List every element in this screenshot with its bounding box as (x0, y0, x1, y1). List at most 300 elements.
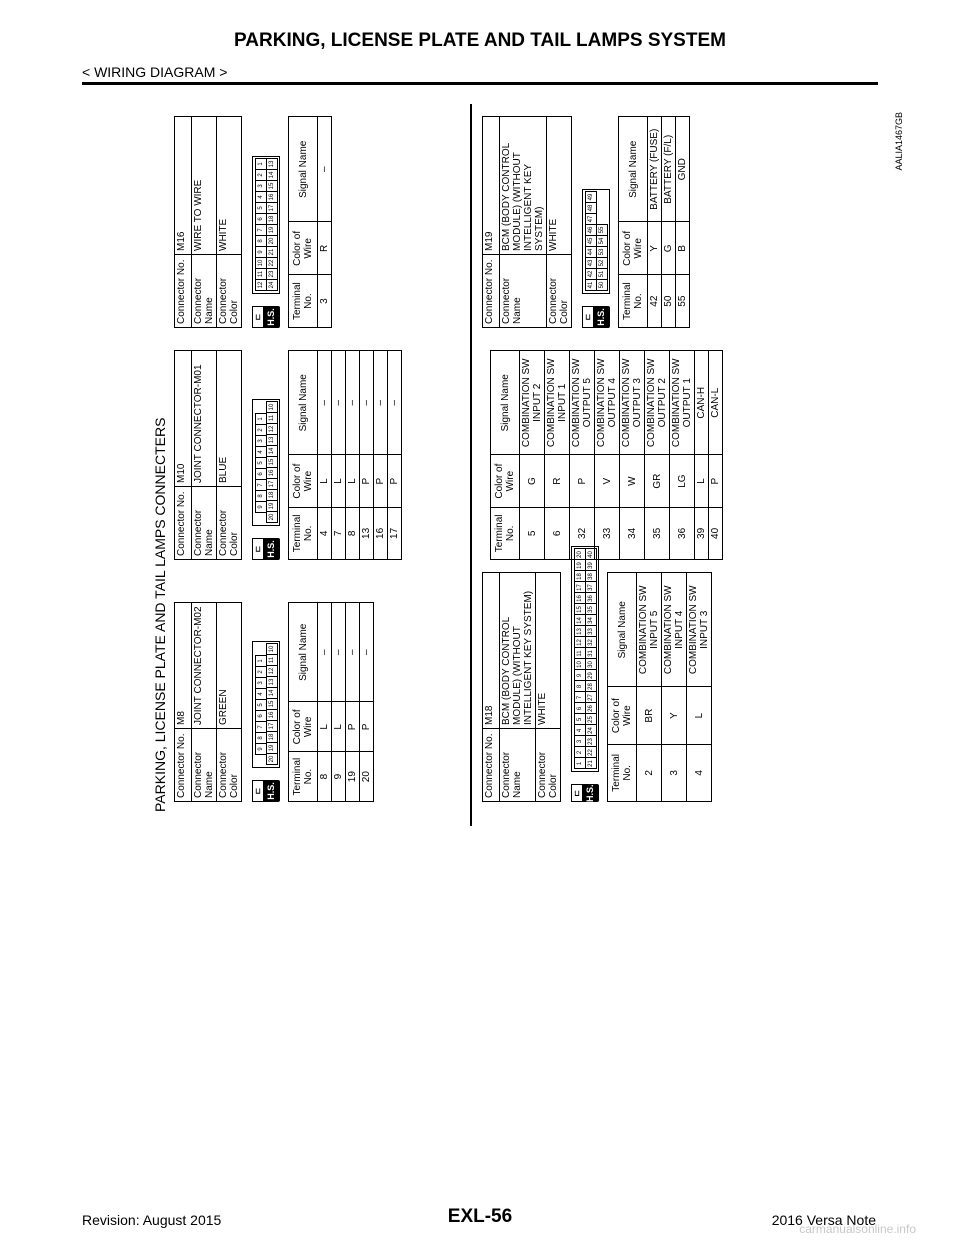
connector-face (252, 602, 280, 802)
terminal-row (346, 603, 360, 802)
pin-cell: 15 (266, 180, 278, 192)
diagram-title: PARKING, LICENSE PLATE AND TAIL LAMPS CONNECTERS (152, 417, 168, 812)
connector-symbol-icon: ⊏ (571, 784, 583, 802)
terminal-cell: 3 (662, 744, 687, 801)
terminal-cell: P (374, 455, 388, 507)
pin-cell: 1 (255, 158, 267, 170)
terminal-cell: GR (645, 455, 670, 507)
info-row (175, 117, 192, 328)
terminal-header: Color of Wire (619, 222, 648, 275)
info-label: Connector No. (175, 729, 192, 802)
terminal-row (662, 573, 687, 802)
connector-face (582, 116, 610, 328)
terminal-row (637, 573, 662, 802)
info-row (192, 117, 217, 328)
pin-cell: 19 (266, 500, 278, 512)
terminal-cell: BATTERY (FUSE) (648, 117, 662, 223)
terminal-cell: COMBINATION SW INPUT 4 (662, 573, 687, 688)
terminal-row (388, 351, 402, 560)
connector-face (252, 350, 280, 560)
terminal-cell: P (388, 455, 402, 507)
rotated-diagram-content (148, 104, 904, 826)
pin-cell: 9 (255, 743, 267, 755)
terminal-header: Signal Name (608, 573, 637, 688)
terminal-cell: – (388, 351, 402, 456)
terminal-row (676, 117, 690, 328)
pin-cell: 3 (574, 735, 586, 747)
terminal-cell: 3 (318, 275, 332, 328)
terminal-header: Terminal No. (619, 275, 648, 328)
connector-symbol-icon: ⊏ (252, 306, 264, 328)
connector-m18-continued (482, 350, 723, 560)
terminal-cell: W (620, 455, 645, 507)
terminal-table (490, 350, 723, 560)
info-label: Connector Name (192, 729, 217, 802)
terminal-cell: 7 (332, 507, 346, 559)
connector-info-table (174, 116, 242, 328)
connector-face (571, 551, 599, 802)
pin-layout (252, 641, 280, 768)
terminal-cell: 55 (676, 275, 690, 328)
terminal-table (607, 572, 712, 802)
info-value: JOINT CONNECTOR-M01 (192, 351, 217, 487)
pin-cell: 41 (585, 279, 597, 291)
pin-cell: 48 (585, 202, 597, 214)
terminal-cell: – (360, 603, 374, 703)
pin-cell: 4 (255, 191, 267, 203)
watermark: carmanualsonline.info (799, 1222, 916, 1236)
terminal-cell: 40 (709, 507, 723, 559)
terminal-row (346, 351, 360, 560)
terminal-table (288, 602, 374, 802)
terminal-header: Color of Wire (491, 455, 520, 507)
pin-cell: 17 (266, 478, 278, 490)
hs-icon: ⊏ H.S. (252, 780, 280, 802)
pin-cell: 19 (574, 559, 586, 571)
terminal-row (620, 351, 645, 560)
pin-cell: 4 (255, 688, 267, 700)
pin-cell: 3 (255, 677, 267, 689)
terminal-cell: COMBINATION SW INPUT 1 (545, 351, 570, 456)
pin-cell: 14 (266, 687, 278, 699)
pin-cell: 49 (585, 191, 597, 203)
info-row (536, 573, 561, 802)
terminal-cell: – (346, 603, 360, 703)
terminal-cell: – (318, 351, 332, 456)
pin-cell: 5 (255, 202, 267, 214)
terminal-cell: 42 (648, 275, 662, 328)
terminal-cell: 20 (360, 752, 374, 802)
terminal-header-row (289, 603, 318, 802)
info-value: WIRE TO WIRE (192, 117, 217, 255)
pin-cell: 37 (585, 581, 597, 593)
terminal-cell: – (374, 351, 388, 456)
terminal-cell: COMBINATION SW INPUT 3 (687, 573, 712, 688)
connector-symbol-icon: ⊏ (582, 306, 594, 328)
terminal-cell: L (687, 687, 712, 744)
connector-symbol-icon: ⊏ (252, 538, 264, 560)
info-value: WHITE (536, 573, 561, 729)
pin-cell: 18 (266, 731, 278, 743)
terminal-cell: 50 (662, 275, 676, 328)
pin-cell: 1 (255, 413, 267, 425)
pin-cell: 30 (585, 658, 597, 670)
pin-cell: 27 (585, 691, 597, 703)
terminal-cell: COMBINATION SW OUTPUT 2 (645, 351, 670, 456)
terminal-cell: L (318, 702, 332, 752)
terminal-cell: 19 (346, 752, 360, 802)
pin-cell: 22 (266, 257, 278, 269)
terminal-cell: – (332, 351, 346, 456)
terminal-cell: P (570, 455, 595, 507)
pin-cell: 34 (585, 614, 597, 626)
connector-info-table (174, 350, 242, 560)
hs-icon: ⊏ H.S. (571, 784, 599, 802)
terminal-cell: – (318, 117, 332, 223)
info-label: Connector Color (217, 255, 242, 328)
terminal-row (374, 351, 388, 560)
terminal-header-row (289, 351, 318, 560)
section-subtitle: < WIRING DIAGRAM > (82, 64, 228, 80)
info-label: Connector Color (536, 729, 561, 802)
terminal-cell: BATTERY (F/L) (662, 117, 676, 223)
terminal-header: Signal Name (491, 351, 520, 456)
pin-cell: 52 (596, 257, 608, 269)
info-value: M18 (483, 573, 500, 729)
header-rule (82, 82, 878, 85)
terminal-row (360, 351, 374, 560)
hs-icon: ⊏ H.S. (252, 538, 280, 560)
terminal-cell: V (595, 455, 620, 507)
pin-cell: 9 (255, 501, 267, 513)
pin-cell: 9 (574, 669, 586, 681)
pin-cell: 19 (266, 742, 278, 754)
pin-cell: 24 (266, 279, 278, 291)
connector-m10 (174, 350, 402, 560)
info-label: Connector No. (175, 487, 192, 560)
terminal-row (648, 117, 662, 328)
pin-cell: 23 (585, 735, 597, 747)
pin-cell: 38 (585, 570, 597, 582)
pin-cell: 47 (585, 213, 597, 225)
terminal-cell: 2 (637, 744, 662, 801)
terminal-cell: 5 (520, 507, 545, 559)
connector-m16 (174, 116, 332, 328)
pin-cell: 16 (574, 592, 586, 604)
info-value: WHITE (217, 117, 242, 255)
pin-cell: 14 (266, 445, 278, 457)
info-value: BCM (BODY CONTROL MODULE) (WITHOUT INTELLIGENT KEY SYSTEM) (500, 573, 536, 729)
info-row (192, 351, 217, 560)
page-title: PARKING, LICENSE PLATE AND TAIL LAMPS SYSTEM (234, 30, 726, 51)
pin-cell: 18 (266, 489, 278, 501)
pin-cell: 14 (574, 614, 586, 626)
pin-cell: 10 (255, 257, 267, 269)
terminal-row (332, 603, 346, 802)
terminal-header: Signal Name (289, 603, 318, 703)
vehicle-model: 2016 Versa Note (771, 1212, 876, 1228)
info-row (500, 573, 536, 802)
terminal-header-row (608, 573, 637, 802)
page-number: EXL-56 (447, 1206, 513, 1227)
terminal-header: Terminal No. (289, 275, 318, 328)
pin-cell: 46 (585, 224, 597, 236)
terminal-cell: COMBINATION SW OUTPUT 3 (620, 351, 645, 456)
terminal-row (695, 351, 709, 560)
info-value: BLUE (217, 351, 242, 487)
pin-cell: 17 (266, 720, 278, 732)
terminal-cell: – (360, 351, 374, 456)
pin-cell: 23 (266, 268, 278, 280)
info-label: Connector Name (500, 255, 547, 328)
connector-m19 (482, 116, 690, 328)
pin-cell: 20 (266, 235, 278, 247)
terminal-cell: Y (648, 222, 662, 275)
terminal-row (332, 351, 346, 560)
info-label: Connector Name (192, 487, 217, 560)
pin-cell: 13 (266, 158, 278, 170)
pin-cell: 16 (266, 709, 278, 721)
pin-cell: 54 (596, 235, 608, 247)
hs-icon: ⊏ H.S. (252, 306, 280, 328)
terminal-header: Color of Wire (289, 222, 318, 275)
diagram-code: AALIA1467GB (894, 112, 904, 171)
pin-cell: 32 (585, 636, 597, 648)
info-row (483, 573, 500, 802)
pin-cell: 31 (585, 647, 597, 659)
pin-cell: 42 (585, 268, 597, 280)
terminal-cell: – (332, 603, 346, 703)
info-row (217, 117, 242, 328)
pin-layout (571, 546, 599, 772)
pin-row (596, 192, 607, 291)
terminal-cell: L (346, 455, 360, 507)
pin-cell: 12 (266, 665, 278, 677)
pin-cell: 17 (266, 202, 278, 214)
terminal-cell: 36 (670, 507, 695, 559)
terminal-cell: COMBINATION SW OUTPUT 1 (670, 351, 695, 456)
terminal-cell: CAN-H (695, 351, 709, 456)
pin-cell: 20 (266, 753, 278, 765)
terminal-table (288, 350, 402, 560)
pin-cell: 45 (585, 235, 597, 247)
terminal-cell: – (346, 351, 360, 456)
pin-cell: 11 (574, 647, 586, 659)
info-label: Connector Name (192, 255, 217, 328)
pin-cell: 10 (266, 401, 278, 413)
pin-row (266, 402, 277, 523)
terminal-cell: P (346, 702, 360, 752)
pin-cell: 10 (574, 658, 586, 670)
pin-cell: 8 (255, 732, 267, 744)
terminal-table (618, 116, 690, 328)
info-row (483, 117, 500, 328)
pin-cell: 7 (255, 721, 267, 733)
pin-cell: 40 (585, 548, 597, 560)
connector-diagram (148, 104, 904, 826)
terminal-header-row (619, 117, 648, 328)
info-value: M8 (175, 603, 192, 729)
terminal-row (318, 117, 332, 328)
terminal-cell: 32 (570, 507, 595, 559)
connector-m18 (482, 551, 712, 802)
terminal-row (645, 351, 670, 560)
pin-cell: 43 (585, 257, 597, 269)
terminal-table (288, 116, 332, 328)
pin-layout (582, 189, 610, 294)
pin-cell: 5 (574, 713, 586, 725)
terminal-cell: CAN-L (709, 351, 723, 456)
info-row (500, 117, 547, 328)
pin-cell: 3 (255, 435, 267, 447)
info-label: Connector Color (547, 255, 572, 328)
terminal-row (545, 351, 570, 560)
terminal-cell: L (332, 702, 346, 752)
terminal-cell: R (545, 455, 570, 507)
terminal-cell: – (318, 603, 332, 703)
pin-cell: 44 (585, 246, 597, 258)
terminal-header: Terminal No. (491, 507, 520, 559)
terminal-cell: 8 (318, 752, 332, 802)
terminal-cell: Y (662, 687, 687, 744)
pin-cell: 6 (255, 710, 267, 722)
pin-cell: 7 (255, 479, 267, 491)
pin-cell: 35 (585, 603, 597, 615)
terminal-header-row (289, 117, 318, 328)
terminal-cell: 33 (595, 507, 620, 559)
pin-cell: 55 (596, 224, 608, 236)
pin-cell: 4 (255, 446, 267, 458)
pin-cell: 10 (266, 643, 278, 655)
terminal-cell: 35 (645, 507, 670, 559)
pin-cell: 8 (255, 490, 267, 502)
connector-info-table (482, 116, 572, 328)
terminal-cell: P (360, 455, 374, 507)
pin-cell: 13 (266, 676, 278, 688)
revision-date: Revision: August 2015 (82, 1212, 222, 1228)
info-label: Connector Color (217, 487, 242, 560)
terminal-cell: 4 (318, 507, 332, 559)
pin-cell: 21 (585, 757, 597, 769)
hs-icon: ⊏ H.S. (582, 306, 610, 328)
connector-m8 (174, 602, 374, 802)
pin-cell: 13 (266, 434, 278, 446)
terminal-header: Signal Name (619, 117, 648, 223)
terminal-row (687, 573, 712, 802)
pin-cell: 28 (585, 680, 597, 692)
pin-cell: 6 (255, 468, 267, 480)
pin-cell: 4 (574, 724, 586, 736)
terminal-row (662, 117, 676, 328)
terminal-header: Terminal No. (289, 507, 318, 559)
pin-cell: 5 (255, 699, 267, 711)
terminal-cell: BR (637, 687, 662, 744)
terminal-cell: P (360, 702, 374, 752)
pin-cell: 29 (585, 669, 597, 681)
terminal-cell: B (676, 222, 690, 275)
terminal-cell: L (695, 455, 709, 507)
pin-cell: 22 (585, 746, 597, 758)
pin-cell: 15 (266, 456, 278, 468)
info-row (217, 603, 242, 802)
terminal-cell: 4 (687, 744, 712, 801)
info-value: M10 (175, 351, 192, 487)
terminal-header: Terminal No. (289, 752, 318, 802)
info-value: GREEN (217, 603, 242, 729)
info-row (217, 351, 242, 560)
connector-info-table (174, 602, 242, 802)
pin-cell: 39 (585, 559, 597, 571)
terminal-cell: COMBINATION SW INPUT 2 (520, 351, 545, 456)
pin-row (255, 402, 266, 513)
pin-cell: 14 (266, 169, 278, 181)
pin-cell: 18 (266, 213, 278, 225)
pin-row (585, 192, 596, 291)
pin-cell: 21 (266, 246, 278, 258)
terminal-cell: 16 (374, 507, 388, 559)
terminal-header-row (491, 351, 520, 560)
pin-cell: 51 (596, 268, 608, 280)
info-label: Connector No. (483, 255, 500, 328)
pin-row (255, 644, 266, 755)
terminal-header: Signal Name (289, 117, 318, 223)
terminal-cell: 8 (346, 507, 360, 559)
info-label: Connector No. (175, 255, 192, 328)
pin-cell: 18 (574, 570, 586, 582)
pin-cell: 7 (255, 224, 267, 236)
pin-row (585, 549, 596, 769)
pin-cell: 13 (574, 625, 586, 637)
pin-cell: 8 (574, 680, 586, 692)
pin-cell: 16 (266, 191, 278, 203)
pin-cell: 26 (585, 702, 597, 714)
terminal-cell: 9 (332, 752, 346, 802)
pin-cell: 6 (255, 213, 267, 225)
pin-cell: 6 (574, 702, 586, 714)
terminal-cell: G (662, 222, 676, 275)
terminal-row (360, 603, 374, 802)
terminal-row (318, 351, 332, 560)
pin-cell: 15 (266, 698, 278, 710)
pin-cell: 2 (255, 424, 267, 436)
pin-cell: 24 (585, 724, 597, 736)
terminal-row (670, 351, 695, 560)
connector-info-table (482, 572, 561, 802)
terminal-cell: 39 (695, 507, 709, 559)
info-label: Connector Color (217, 729, 242, 802)
pin-cell: 7 (574, 691, 586, 703)
pin-cell: 15 (574, 603, 586, 615)
info-row (175, 603, 192, 802)
pin-row (574, 549, 585, 769)
terminal-header: Signal Name (289, 351, 318, 456)
pin-cell: 8 (255, 235, 267, 247)
pin-layout (252, 156, 280, 294)
terminal-cell: 6 (545, 507, 570, 559)
connector-face (252, 116, 280, 328)
pin-cell: 33 (585, 625, 597, 637)
terminal-cell: 17 (388, 507, 402, 559)
terminal-cell: R (318, 222, 332, 275)
info-value: M19 (483, 117, 500, 255)
pin-cell: 2 (574, 746, 586, 758)
terminal-header: Color of Wire (289, 455, 318, 507)
terminal-row (709, 351, 723, 560)
terminal-cell: LG (670, 455, 695, 507)
info-row (175, 351, 192, 560)
info-row (547, 117, 572, 328)
terminal-cell: G (520, 455, 545, 507)
